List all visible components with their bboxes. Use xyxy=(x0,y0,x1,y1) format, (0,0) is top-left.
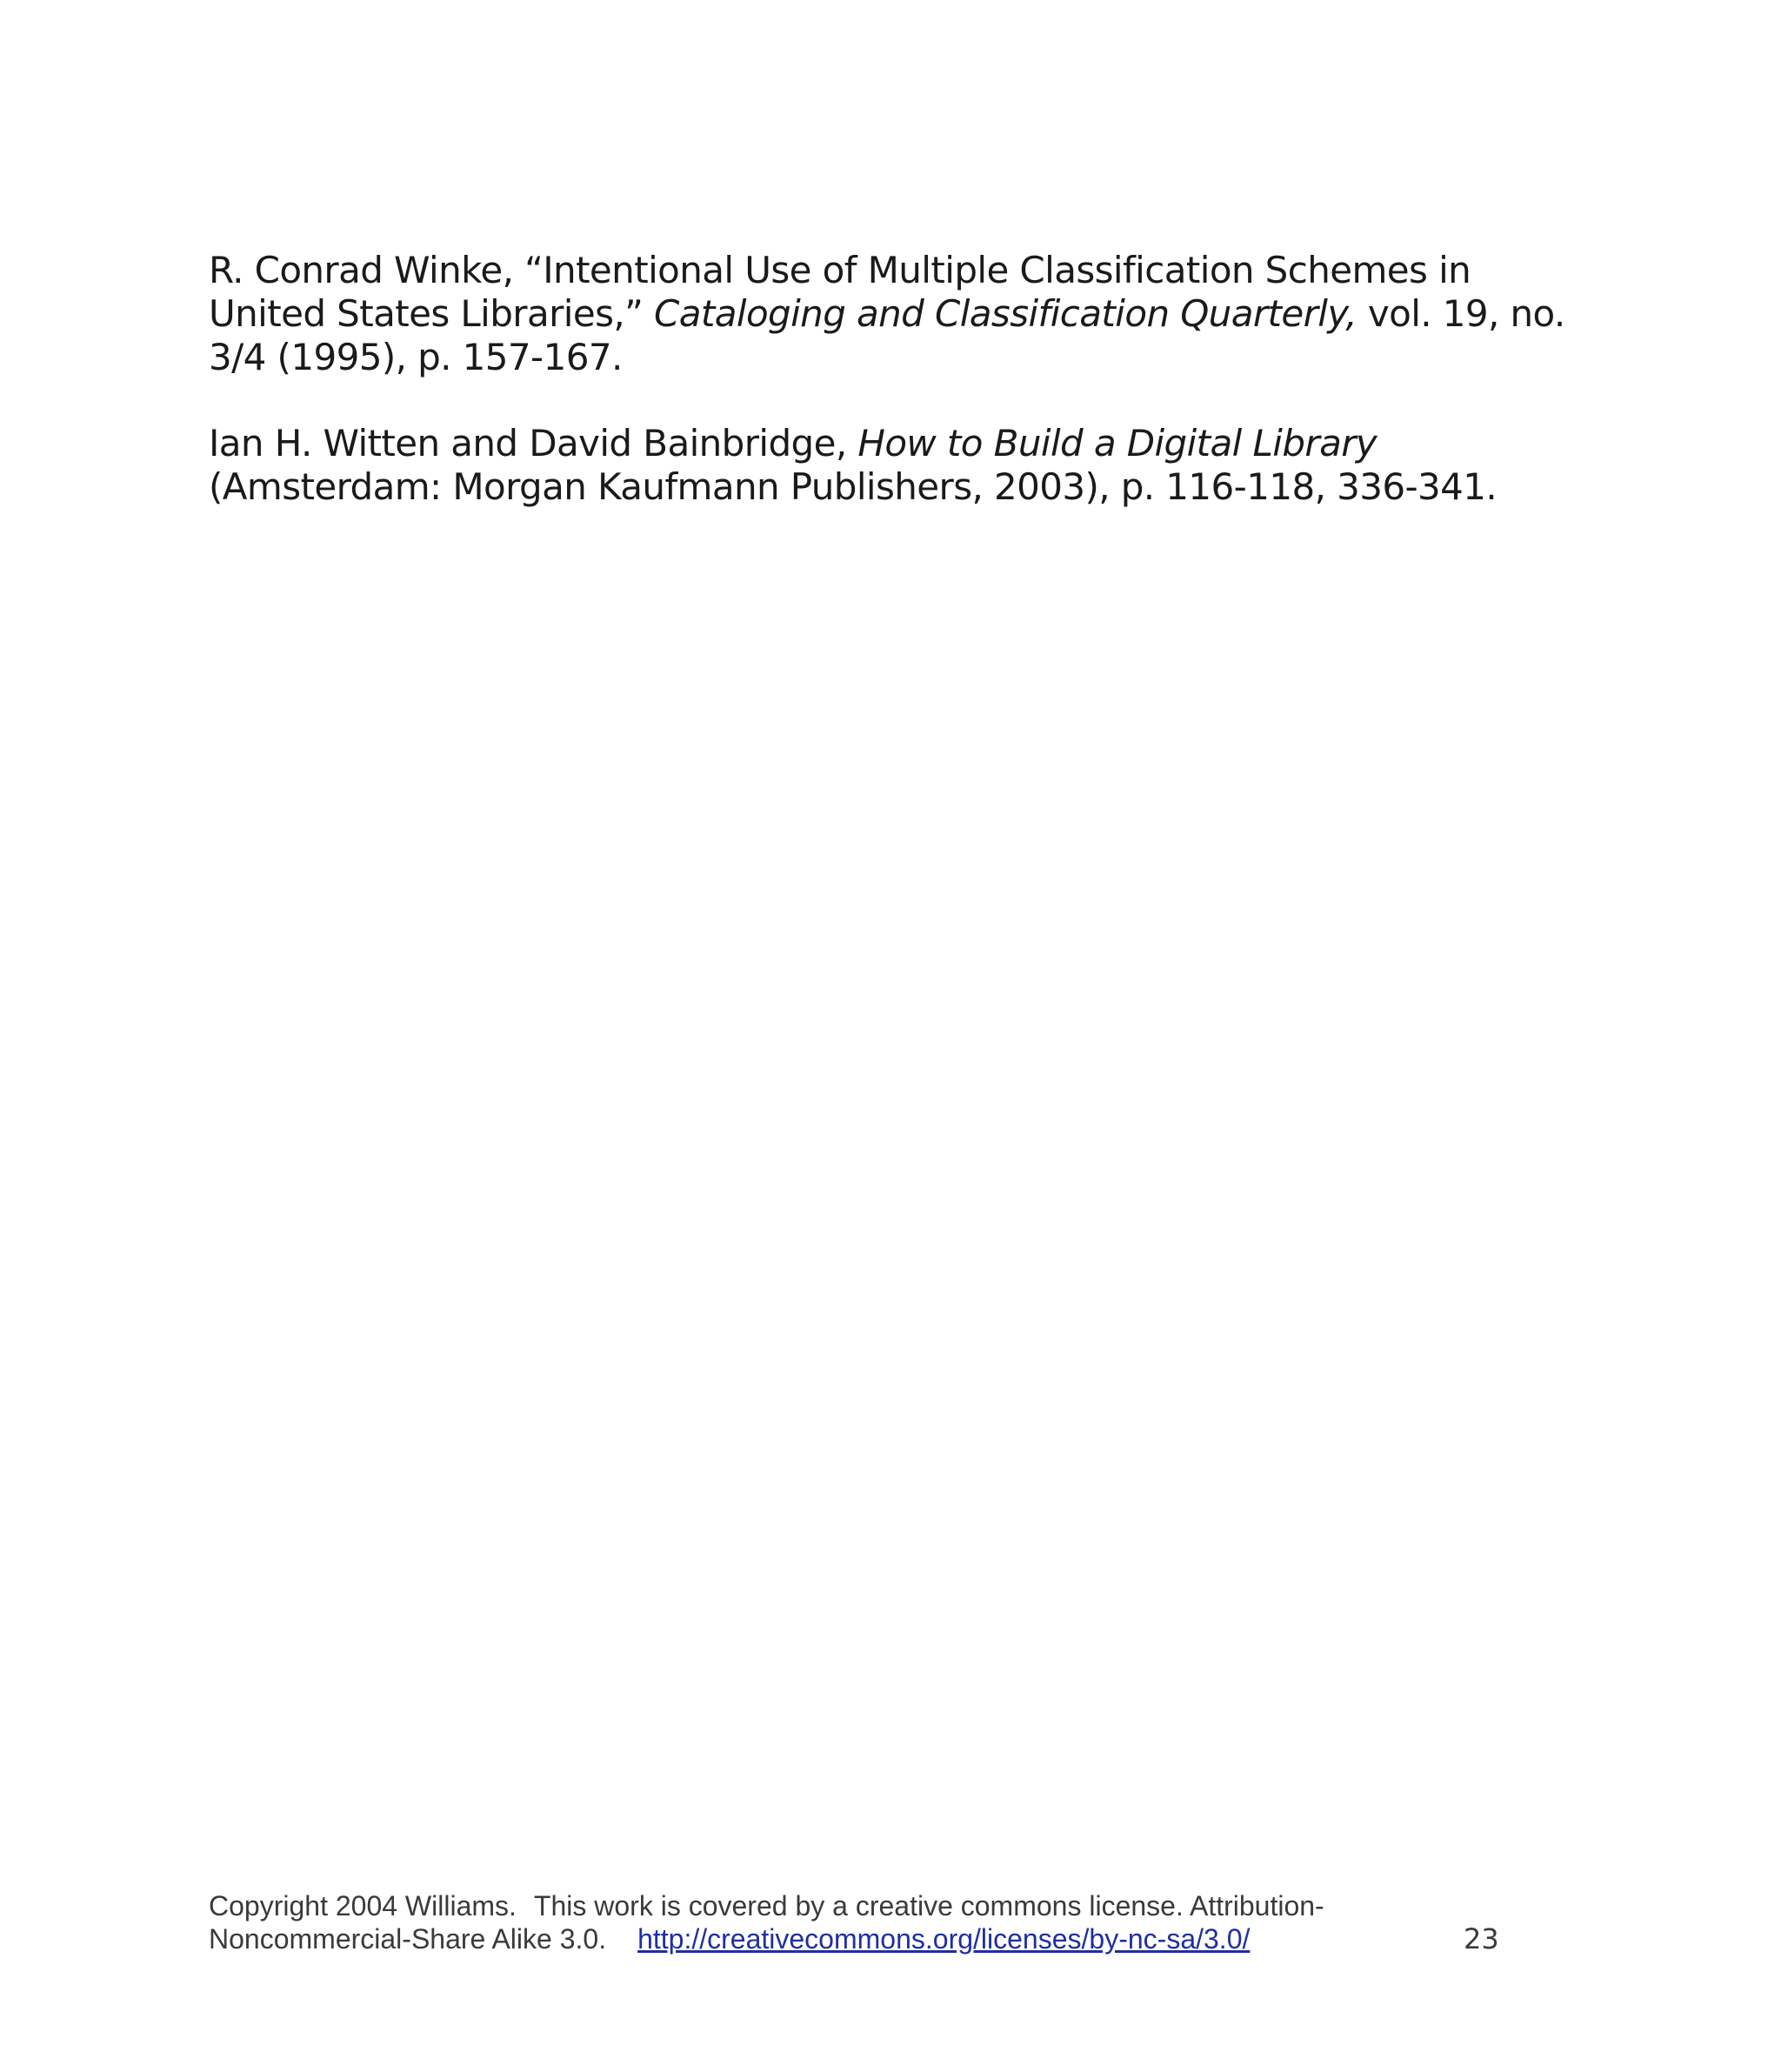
footer-license-name: Noncommercial-Share Alike 3.0. xyxy=(209,1923,607,1955)
reference-text: R. Conrad Winke, “Intentional Use of Multiple Classification Schemes in United States Libraries,” xyxy=(209,249,1471,335)
footer-copyright: Copyright 2004 Williams. xyxy=(209,1890,517,1922)
reference-entry-witten xyxy=(209,422,1565,509)
reference-book-title: How to Build a Digital Library xyxy=(857,422,1377,465)
reference-text: Ian H. Witten and David Bainbridge, xyxy=(209,422,858,465)
page-footer xyxy=(209,1889,1531,1955)
license-link[interactable]: http://creativecommons.org/licenses/by-nc-sa/3.0/ xyxy=(637,1923,1251,1955)
footer-license-text: This work is covered by a creative commons license. Attribution- xyxy=(533,1890,1324,1922)
reference-list xyxy=(209,249,1565,551)
reference-details: vol. 19, no. 3/4 (1995), p. 157-167. xyxy=(209,292,1565,378)
page-number: 23 xyxy=(1464,1922,1499,1955)
footer-line-2 xyxy=(209,1922,1531,1955)
reference-journal-title: Cataloging and Classification Quarterly, xyxy=(654,292,1357,335)
reference-entry-winke xyxy=(209,249,1565,379)
reference-details: (Amsterdam: Morgan Kaufmann Publishers, 2003), p. 116-118, 336-341. xyxy=(209,465,1498,508)
footer-line-1 xyxy=(209,1889,1531,1922)
